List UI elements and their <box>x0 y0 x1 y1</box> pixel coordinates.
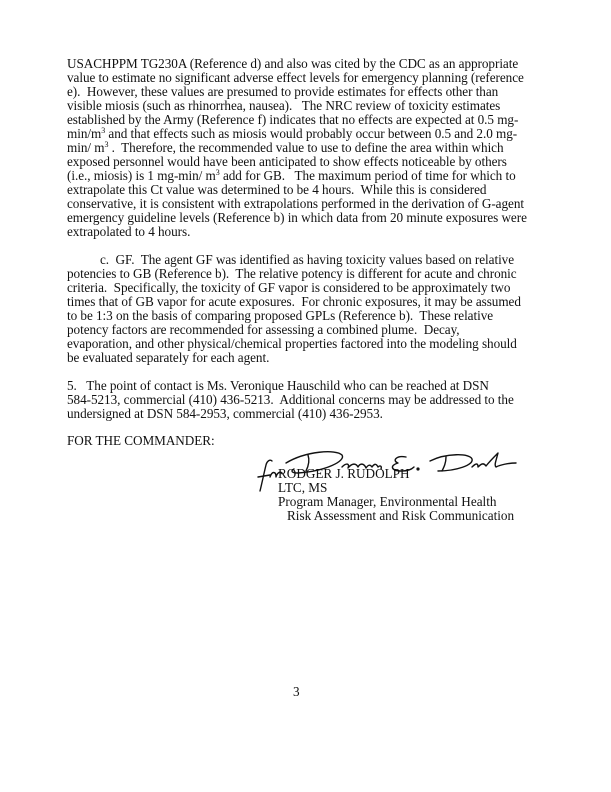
text-line: exposed personnel would have been anticipated to show effects noticeable by others <box>67 154 507 169</box>
text-line: e). However, these values are presumed to provide estimates for effects other than <box>67 84 499 99</box>
text-line <box>67 169 516 183</box>
text-line: be evaluated separately for each agent. <box>67 350 270 365</box>
text-line: visible miosis (such as rhinorrhea, nausea). The NRC review of toxicity estimates <box>67 98 501 113</box>
text-line: potencies to GB (Reference b). The relative potency is different for acute and chronic <box>67 266 517 281</box>
signer-name: RODGER J. RUDOLPH <box>278 466 410 481</box>
text-line: conservative, it is consistent with extrapolations performed in the derivation of G-agent <box>67 196 524 211</box>
signer-rank: LTC, MS <box>278 480 328 495</box>
text-line: undersigned at DSN 584-2953, commercial (410) 436-2953. <box>67 406 383 421</box>
text-line: extrapolate this Ct value was determined to be 4 hours. While this is considered <box>67 182 487 197</box>
superscript: 3 <box>215 168 220 177</box>
text-line: value to estimate no significant adverse effect levels for emergency planning (reference <box>67 70 524 85</box>
superscript: 3 <box>104 140 109 149</box>
text-span: min/m <box>67 126 102 141</box>
text-line <box>67 127 517 141</box>
text-line <box>67 141 504 155</box>
text-span: min/ m <box>67 140 105 155</box>
text-line: extrapolated to 4 hours. <box>67 224 191 239</box>
text-line: USACHPPM TG230A (Reference d) and also was cited by the CDC as an appropriate <box>67 56 519 71</box>
text-span: . Therefore, the recommended value to use to define the area within which <box>108 140 504 155</box>
text-line: emergency guideline levels (Reference b) in which data from 20 minute exposures were <box>67 210 527 225</box>
text-span: add for GB. The maximum period of time for which to <box>219 168 516 183</box>
signer-title-line1: Program Manager, Environmental Health <box>278 494 497 509</box>
text-line: times that of GB vapor for acute exposures. For chronic exposures, it may be assumed <box>67 294 521 309</box>
text-span: (i.e., miosis) is 1 mg-min/ m <box>67 168 216 183</box>
signer-title-line2: Risk Assessment and Risk Communication <box>287 508 515 523</box>
text-line: to be 1:3 on the basis of comparing proposed GPLs (Reference b). These relative <box>67 308 494 323</box>
superscript: 3 <box>101 126 106 135</box>
text-line: c. GF. The agent GF was identified as having toxicity values based on relative <box>100 252 515 267</box>
text-span: and that effects such as miosis would probably occur between 0.5 and 2.0 mg- <box>105 126 518 141</box>
text-line: 584-5213, commercial (410) 436-5213. Additional concerns may be addressed to the <box>67 392 514 407</box>
text-line: established by the Army (Reference f) indicates that no effects are expected at 0.5 mg- <box>67 112 519 127</box>
page-number: 3 <box>293 684 300 699</box>
closing-line: FOR THE COMMANDER: <box>67 433 215 448</box>
text-line: evaporation, and other physical/chemical properties factored into the modeling should <box>67 336 517 351</box>
text-line: 5. The point of contact is Ms. Veronique Hauschild who can be reached at DSN <box>67 378 489 393</box>
text-line: potency factors are recommended for assessing a combined plume. Decay, <box>67 322 460 337</box>
text-line: criteria. Specifically, the toxicity of GF vapor is considered to be approximately two <box>67 280 511 295</box>
